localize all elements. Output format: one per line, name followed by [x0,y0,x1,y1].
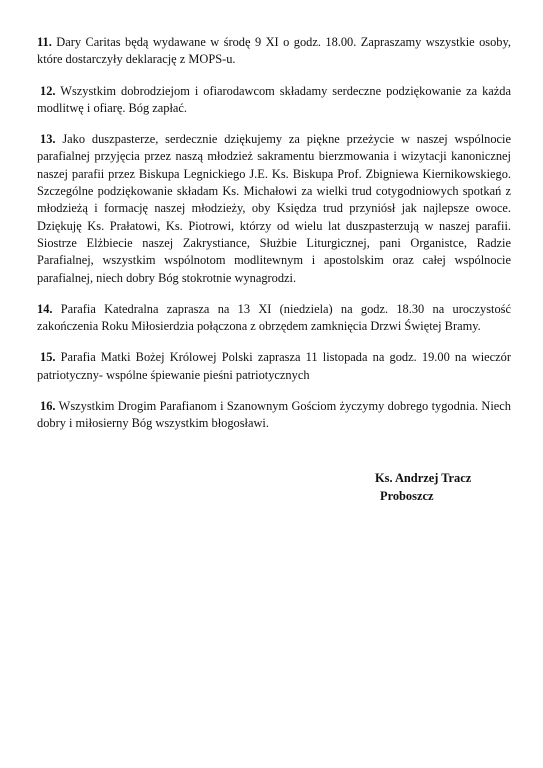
announcement-text: Wszystkim dobrodziejom i ofiarodawcom składamy serdeczne podziękowanie za każda modlitwę i ofiarę. Bóg zapłać. [37,83,511,115]
announcement-number: 16. [40,399,56,414]
announcement-item-15 [37,349,511,384]
announcement-text: Jako duszpasterze, serdecznie dziękujemy za piękne przeżycie w naszej wspólnocie parafialnej przyjęcia przez naszą młodzież sakramentu bierzmowania i wizytacji kanonicznej naszej parafii przez Biskupa Legnickiego J.E. Ks. Biskupa Prof. Zbigniewa Kiernikowskiego. Szczególne podziękowanie składam Ks. Michałowi za wielki trud cotygodniowych spotkań z młodzieżą i formację naszej młodzieży, oby Księdza trud przyniósł jak najlepsze owoce. Dziękuję Ks. Prałatowi, Ks. Piotrowi, którzy od wielu lat duszpasterzują w naszej parafii. Siostrze Elżbiecie naszej Zakrystiance, Służbie Liturgicznej, pani Organistce, Radzie Parafialnej, wszystkim wspólnotom modlitewnym i apostolskim oraz całej wspólnocie parafialnej, niech dobry Bóg stokrotnie wynagrodzi. [37,132,511,285]
announcement-number: 12. [40,83,56,98]
announcements-list [37,34,511,442]
announcement-text: Wszystkim Drogim Parafianom i Szanownym Gościom życzymy dobrego tygodnia. Niech dobry i miłosierny Bóg wszystkim błogosławi. [37,399,511,431]
announcement-number: 14. [37,301,53,316]
announcement-text: Dary Caritas będą wydawane w środę 9 XI o godz. 18.00. Zapraszamy wszystkie osoby, które dostarczyły deklarację z MOPS-u. [37,35,511,67]
announcement-number: 13. [40,132,56,147]
announcement-item-12 [37,83,511,118]
announcement-text: Parafia Katedralna zaprasza na 13 XI (niedziela) na godz. 18.30 na uroczystość zakończenia Roku Miłosierdzia połączona z obrzędem zamknięcia Drzwi Świętej Bramy. [37,301,511,334]
announcement-item-14 [37,301,511,336]
signature-block [375,469,471,505]
signature-role: Proboszcz [380,489,434,503]
announcement-item-11 [37,34,511,69]
signature-name: Ks. Andrzej Tracz [375,471,472,485]
announcement-number: 11. [37,35,52,49]
announcement-item-13 [37,131,511,287]
announcement-item-16 [37,398,511,433]
announcement-text: Parafia Matki Bożej Królowej Polski zaprasza 11 listopada na godz. 19.00 na wieczór patriotyczny- wspólne śpiewanie pieśni patriotycznych [37,350,511,382]
announcement-number: 15. [40,350,56,365]
